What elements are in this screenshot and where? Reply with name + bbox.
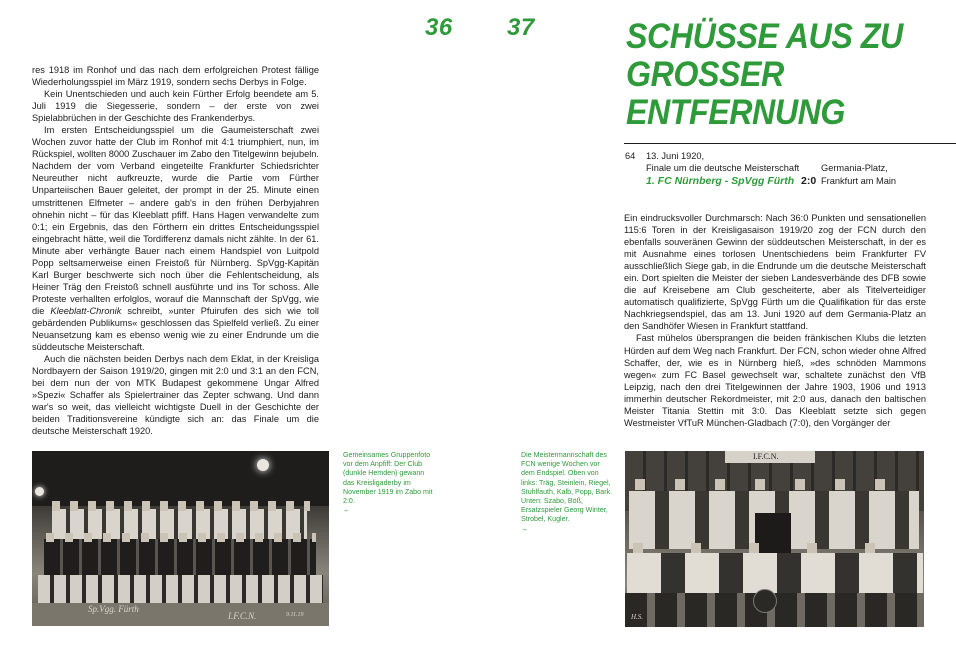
headline: SCHÜSSE AUS ZU GROSSER ENTFERNUNG	[626, 17, 903, 132]
paragraph: res 1918 im Ronhof und das nach dem erfolgreichen Protest fällige Wiederholungsspiel im März 1919, sondern sechs Derbys in Folge.	[32, 65, 319, 88]
page-number-right: 37	[507, 14, 535, 41]
match-info	[624, 143, 956, 192]
photo-inscription: H.S.	[631, 613, 644, 621]
italic-source: Kleeblatt-Chronik	[50, 305, 122, 316]
left-column-text	[32, 64, 319, 437]
paragraph-text: Im ersten Entscheidungsspiel um die Gaumeisterschaft zwei Wochen zuvor hatte der Club im Ronhof mit 4:1 triumphiert, nun, im Rückspiel, wollten 8000 Zuschauer im Zabo den Titelgewinn bejubeln. Nachdem der vom Verband eingeteilte Frankfurter Schiedsrichter Neureuther nicht aufkreuzte, wurde die Partie vom Fürther Unparteiischen Bauer geleitet, der prompt in der 25. Minute einen umstrittenen Elfmeter – andere gab's in den frühen Derbyjahren ohnehin nicht – für das Kleeblatt pfiff. Hans Hagen verwandelte zum 0:1; ein Ergebnis, das den Förthern ein drittes Entscheidungsspiel eingebracht hätte, weil die Tordifferenz damals nicht zählte. In der 61. Minute aber verhängte Bauer nach einem Handspiel von Luitpold Popp seltsamerweise einen Freistoß für Nürnberg. SpVgg-Kapitän Karl Burger beschwerte sich noch über die Fehlentscheidung, als Heiner Träg den Freistoß schnell ausführte und ins Tor schoss. Alle Proteste verhallten erfolglos, worauf die Mannschaft der SpVgg, wie die	[32, 125, 319, 316]
photo-inscription: I.F.C.N.	[228, 611, 257, 621]
paragraph	[32, 124, 319, 353]
paragraph: Ein eindrucksvoller Durchmarsch: Nach 36:0 Punkten und sensationellen 115:6 Toren in der Kreisligasaison 1919/20 zog der FCN durch den ebenfalls souveränen Gewinn der süddeutschen Meisterschaft, in der es mit Ausnahme eines torlosen Unentschiedens beim Frankfurter FV ausschließlich Siege gab, in die Endrunde um die deutsche Meisterschaft ein. Dort spielten die Meister der sieben Landesverbände des DFB sowie die auf Kreisebene am Club gescheiterte, aber als Titelverteidiger automatisch qualifizierte, SpVgg Fürth um die Qualifikation für das erste Nachkriegsendspiel, das am 13. Juni 1920 auf dem Germania-Platz an den Sandhöfer Wiesen in Frankfurt stattfand.	[624, 213, 926, 332]
paragraph: Auch die nächsten beiden Derbys nach dem Eklat, in der Kreisliga Nordbayern der Saison 1919/20, gingen mit 2:0 und 3:1 an den FCN, bei dem nun der von MTK Budapest gekommene Ungar Alfred »Spezi« Schaffer als Spielertrainer das Zepter schwang. Und dann war's so weit, das vielleicht wichtigste Duell in der Geschichte der beiden Traditionsvereine kündigte sich an: das Finale um die deutsche Meisterschaft 1920.	[32, 354, 319, 437]
right-column-text	[624, 212, 926, 429]
match-round: Finale um die deutsche Meisterschaft	[646, 163, 800, 173]
match-number: 64	[625, 151, 636, 161]
paragraph: Fast mühelos übersprangen die beiden fränkischen Klubs die letzten Hürden auf dem Weg nach Frankfurt. Der FCN, schon wieder ohne Alfred Schaffer, der, wie es in Nürnberg hieß, »des schnöden Mammons wegen« zum FC Basel gewechselt war, schaltete zunächst den VfB Leipzig, nach den drei Titelgewinnen der Jahre 1903, 1906 und 1913 immerhin deutscher Rekordmeister, mit 2:0 aus, danach den baltischen Meister Titania Stettin mit 3:0. Das Kleeblatt setzte sich gegen Westmeister VfTuR München-Gladbach (7:0), den Vorgänger der	[624, 333, 926, 428]
match-date: 13. Juni 1920,	[646, 151, 705, 161]
photo-inscription: Sp.Vgg. Fürth	[88, 604, 139, 614]
arrow-left-icon: ←	[343, 506, 351, 515]
caption-text: Gemeinsames Gruppenfoto vor dem Anpfiff: Der Club (dunkle Hemden) gewann das Kreisligaderby im November 1919 im Zabo mit 2:0.	[343, 451, 433, 506]
match-venue: Germania-Platz,	[821, 163, 888, 173]
paragraph-text: schreibt, »unter Pfuirufen des sich wie toll gebärdenden Publikums« geschlossen das Spielfeld verließ. Zu einer Neuansetzung kam es ebenso wenig wie zu einer Endrunde um die süddeutsche Meisterschaft.	[32, 305, 319, 353]
champion-team-photo	[625, 451, 924, 627]
arrow-right-icon: →	[521, 524, 529, 533]
photo-inscription: 9.11.19	[286, 612, 304, 618]
caption-right	[521, 451, 613, 534]
caption-left	[343, 451, 435, 515]
match-score: 2:0	[801, 175, 817, 187]
page-number-left: 36	[425, 14, 453, 41]
paragraph: Kein Unentschieden und auch kein Fürther Erfolg beendete am 5. Juli 1919 die Siegesserie, sondern – der erste von zwei Spielabbrüchen in der Geschichte des Frankenderbys.	[32, 89, 319, 124]
match-teams: 1. FC Nürnberg - SpVgg Fürth	[646, 175, 795, 187]
match-city: Frankfurt am Main	[821, 176, 897, 186]
team-group-photo	[32, 451, 329, 626]
photo-inscription: I.F.C.N.	[753, 452, 779, 461]
caption-text: Die Meistermannschaft des FCN wenige Wochen vor dem Endspiel. Oben von links: Träg, Steinlein, Riegel, Stuhlfauth, Kalb, Popp, Bark. Unten: Szabo, Böß, Ersatzspieler Georg Winter, Strobel, Kugler.	[521, 451, 613, 524]
